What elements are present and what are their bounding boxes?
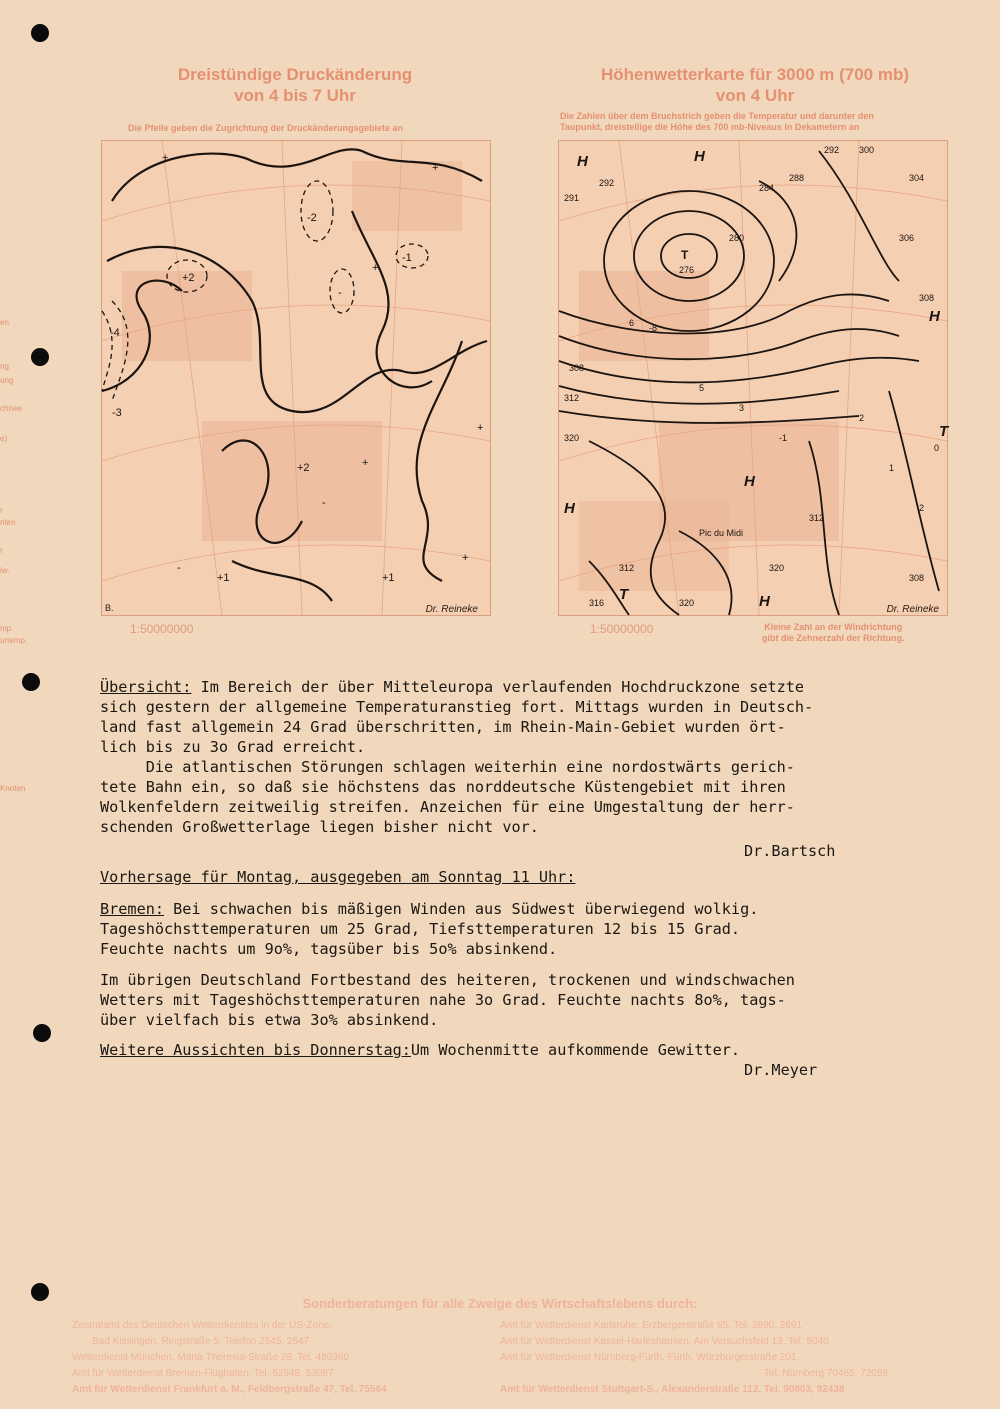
overview-line6: tete Bahn ein, so daß sie höchstens das norddeutsche Küstengebiet mit ihren [100,778,786,796]
svg-text:284: 284 [759,183,775,193]
footer-heading: Sonderberatungen für alle Zweige des Wirtschaftslebens durch: [302,1296,698,1311]
svg-text:-4: -4 [110,327,120,339]
svg-text:T: T [939,423,949,440]
margin-note: r [0,546,3,555]
svg-text:-: - [177,562,181,574]
footer-right-line: Amt für Wetterdienst Nürnberg-Fürth, Fürth, Würzburgerstraße 201, [500,1352,800,1363]
margin-note: mp. [0,624,14,633]
svg-text:1: 1 [889,463,895,473]
bremen-line2: Tageshöchsttemperaturen um 25 Grad, Tiefsttemperaturen 12 bis 15 Grad. [100,920,741,938]
margin-note: r [0,506,3,515]
left-map-subtitle: Die Pfeile geben die Zugrichtung der Druckänderungsgebiete an [128,123,404,133]
svg-text:2: 2 [859,413,865,423]
svg-text:+: + [477,422,484,434]
footer-right-column [500,1318,900,1398]
svg-text:+: + [362,457,369,469]
overview-line1: Im Bereich der über Mitteleuropa verlaufenden Hochdruckzone setzte [191,678,805,696]
footer-left-line: Amt für Wetterdienst Bremen-Flughafen, Tel. 52948, 53087 [72,1368,334,1379]
svg-text:+1: +1 [217,572,230,584]
punch-hole-2 [31,348,49,366]
svg-text:320: 320 [769,563,785,573]
bremen-forecast [100,899,960,959]
svg-text:+: + [162,152,169,164]
overview-heading: Übersicht: [100,678,192,696]
svg-text:312: 312 [564,393,580,403]
svg-text:-: - [322,497,326,509]
forecast-author: Dr.Meyer [744,1061,818,1079]
svg-text:291: 291 [564,193,580,203]
left-map-signature: Dr. Reineke [425,604,478,615]
right-map-title-line1: Höhenwetterkarte für 3000 m (700 mb) [601,65,909,84]
footer-left-line: Wetterdienst München, Maria-Theresia-Straße 28, Tel. 480360 [72,1352,349,1363]
svg-text:316: 316 [589,598,605,608]
right-map-scale: 1:50000000 [590,622,654,636]
punch-hole-3 [22,673,40,691]
left-map-title [120,64,470,106]
forecast-heading [100,867,960,887]
footer-left-line: Zentralamt des Deutschen Wetterdienstes in der US-Zone, [72,1320,332,1331]
punch-hole-1 [31,24,49,42]
margin-note: ung [0,376,14,385]
svg-text:H: H [744,473,755,490]
wind-note-line1: Kleine Zahl an der Windrichtung [764,622,903,632]
pressure-change-map-graphic [102,141,490,615]
footer-right-line: Amt für Wetterdienst Stuttgart-S., Alexanderstraße 112, Tel. 90803, 92438 [500,1384,845,1395]
svg-text:0: 0 [934,443,940,453]
punch-hole-4 [33,1024,51,1042]
overview-line5: Die atlantischen Störungen schlagen weiterhin eine nordostwärts gerich- [100,758,795,776]
overview-author: Dr.Bartsch [744,842,836,860]
footer-right-line: Amt für Wetterdienst Karlsruhe, Erzbergerstraße 85, Tel. 2690, 2691 [500,1320,803,1331]
svg-text:+: + [462,552,469,564]
svg-text:3: 3 [739,403,745,413]
right-map-signature: Dr. Reineke [886,604,939,615]
svg-text:5: 5 [699,383,705,393]
footer-left-line: Bad Kissingen, Ringstraße 5, Telefon 2545, 2547 [92,1336,310,1347]
margin-note: chnee [0,404,22,413]
footer-right-line: Amt für Wetterdienst Kassel-Harleshausen, Am Versuchsfeld 13, Tel. 5040 [500,1336,829,1347]
svg-text:-: - [338,287,342,299]
margin-note: Knoten [0,784,26,793]
svg-text:304: 304 [909,173,925,183]
left-map-title-line2: von 4 bis 7 Uhr [234,86,356,105]
outlook-text: Um Wochenmitte aufkommende Gewitter. [410,1041,741,1059]
svg-text:-1: -1 [402,252,412,264]
margin-note: nten [0,518,16,527]
bremen-line3: Feuchte nachts um 9o%, tagsüber bis 5o% absinkend. [100,940,558,958]
overview-line8: schenden Großwetterlage liegen bisher nicht vor. [100,818,539,836]
footer-left-line: Amt für Wetterdienst Frankfurt a. M., Feldbergstraße 47, Tel. 75564 [72,1384,387,1395]
outlook [100,1040,960,1060]
svg-text:H: H [759,593,770,610]
footer-right-line: Tel. Nürnberg 70465, 72058 [764,1368,888,1379]
bremen-line1: Bei schwachen bis mäßigen Winden aus Südwest überwiegend wolkig. [164,900,759,918]
germany-line3: über vielfach bis etwa 3o% absinkend. [100,1011,439,1029]
right-map-wind-note [762,622,905,644]
margin-note: urtemp. [0,636,28,645]
footer-left-column [72,1318,472,1398]
svg-text:280: 280 [729,233,745,243]
svg-text:-3: -3 [112,407,122,419]
svg-text:276: 276 [679,265,695,275]
overview-line2: sich gestern der allgemeine Temperaturanstieg fort. Mittags wurden in Deutsch- [100,698,814,716]
svg-text:+2: +2 [182,272,195,284]
bremen-label: Bremen: [100,900,165,918]
svg-text:+1: +1 [382,572,395,584]
left-map-corner-label: B. [105,603,114,613]
svg-text:T: T [619,586,629,603]
pressure-change-map [101,140,491,616]
margin-note: e) [0,434,8,443]
svg-text:-1: -1 [779,433,788,443]
right-map-title-line2: von 4 Uhr [715,86,795,105]
svg-text:H: H [577,153,588,170]
right-map-subtitle-line1: Die Zahlen über dem Bruchstrich geben die Temperatur und darunter den [560,111,874,121]
svg-text:H: H [929,308,940,325]
outlook-label: Weitere Aussichten bis Donnerstag: [100,1041,411,1059]
germany-line2: Wetters mit Tageshöchsttemperaturen nahe 3o Grad. Feuchte nachts 8o%, tags- [100,991,786,1009]
germany-line1: Im übrigen Deutschland Fortbestand des heiteren, trockenen und windschwachen [100,971,795,989]
margin-note: ng [0,362,9,371]
svg-text:312: 312 [619,563,635,573]
left-map-scale: 1:50000000 [130,622,194,636]
svg-text:-8: -8 [649,323,658,333]
overview-paragraph [100,677,960,837]
svg-text:Pic du Midi: Pic du Midi [699,528,744,538]
svg-text:H: H [564,500,575,517]
svg-text:320: 320 [564,433,580,443]
overview-line4: lich bis zu 3o Grad erreicht. [100,738,366,756]
wind-note-line2: gibt die Zehnerzahl der Richtung. [762,633,905,643]
svg-text:292: 292 [599,178,615,188]
svg-text:T: T [681,248,689,262]
svg-text:308: 308 [569,363,585,373]
germany-forecast [100,970,960,1030]
svg-text:H: H [694,148,705,165]
right-map-subtitle-line2: Taupunkt, dreistellige die Höhe des 700 mb-Niveaus in Dekametern an [560,122,860,132]
svg-text:308: 308 [919,293,935,303]
svg-text:312: 312 [809,513,825,523]
svg-text:6: 6 [629,318,635,328]
svg-text:292: 292 [824,145,840,155]
svg-text:2: 2 [919,503,925,513]
svg-text:306: 306 [899,233,915,243]
svg-text:+2: +2 [297,462,310,474]
forecast-heading-text: Vorhersage für Montag, ausgegeben am Sonntag 11 Uhr: [100,868,576,886]
left-map-title-line1: Dreistündige Druckänderung [177,65,413,84]
upper-air-map [558,140,948,616]
right-map-subtitle [560,111,950,133]
svg-text:+: + [432,162,439,174]
upper-air-map-graphic [559,141,947,615]
svg-text:320: 320 [679,598,695,608]
svg-text:300: 300 [859,145,875,155]
svg-text:+: + [372,262,379,274]
svg-text:308: 308 [909,573,925,583]
svg-text:-2: -2 [307,212,317,224]
svg-text:288: 288 [789,173,805,183]
right-map-title [560,64,950,106]
margin-note: iw. [0,566,10,575]
margin-note: en [0,318,9,327]
overview-line3: land fast allgemein 24 Grad überschritten, im Rhein-Main-Gebiet wurden ört- [100,718,786,736]
overview-line7: Wolkenfeldern zeitweilig streifen. Anzeichen für eine Umgestaltung der herr- [100,798,795,816]
